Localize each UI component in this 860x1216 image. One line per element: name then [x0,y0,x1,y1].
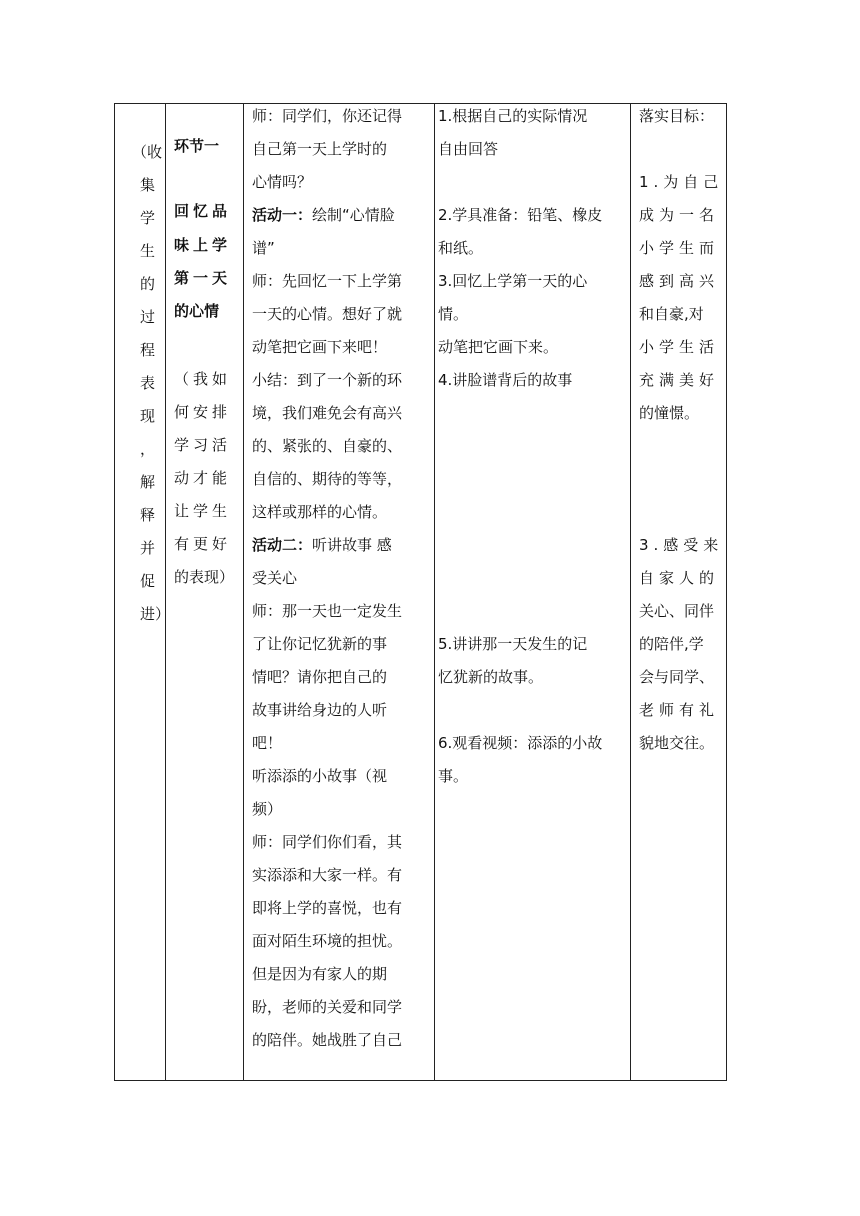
teacher-text-line: 吧！ [252,734,283,752]
process-column [115,104,171,1080]
process-text-line: 学 [140,209,156,227]
teacher-text-line: 这样或那样的心情。 [252,503,388,521]
section-subtitle-line: 的心情 [174,302,220,320]
student-text-line: 和纸。 [438,239,484,257]
teacher-text-line: 师：同学们，你还记得 [252,107,403,125]
goal-line: 老师有礼 [639,701,720,719]
goal-line: 的陪伴,学 [639,635,704,653]
teacher-text-line: 师：那一天也一定发生 [252,602,403,620]
goals-title: 落实目标： [639,107,715,125]
teacher-text-line: 面对陌生环境的担忧。 [252,932,403,950]
section-note-line: （我如 [174,370,232,388]
teacher-text-line: 动笔把它画下来吧！ [252,338,388,356]
student-text-line: 4.讲脸谱背后的故事 [438,371,573,389]
process-text-line: 过 [140,308,156,326]
teacher-text-line: 的、紧张的、自豪的、 [252,437,403,455]
teacher-text-line: 自信的、期待的等等， [252,470,403,488]
student-text-line: 3.回忆上学第一天的心 [438,272,588,290]
goal-line: 小学生活 [639,338,720,356]
goal-line: 貌地交往。 [639,734,715,752]
process-text-line: 进） [140,605,171,623]
goal-line: 充满美好 [639,371,720,389]
teacher-text-line: 实添添和大家一样。有 [252,866,403,884]
section-note-line: 学习活 [174,436,232,454]
teacher-text-line: 心情吗？ [252,173,313,191]
teacher-text-line: 故事讲给身边的人听 [252,701,388,719]
teacher-text-line: 频） [252,800,283,818]
process-text-line: 促 [140,572,156,590]
teacher-text-line: 了让你记忆犹新的事 [252,635,388,653]
process-text-line: 释 [140,506,156,524]
student-text-line: 1.根据自己的实际情况 [438,107,588,125]
teacher-text-line: 一天的心情。想好了就 [252,305,403,323]
section-subtitle-line: 回忆品 [174,202,232,220]
student-text-line: 事。 [438,767,469,785]
student-text-line: 忆犹新的故事。 [438,668,544,686]
section-subtitle-line: 第一天 [174,269,232,287]
section-note-line: 有更好 [174,535,232,553]
student-text-line: 2.学具准备：铅笔、橡皮 [438,206,603,224]
goal-line: 自家人的 [639,569,720,587]
teacher-text-line: 谱” [252,239,275,257]
student-text-line: 情。 [438,305,469,323]
teacher-text-line: 情吧？请你把自己的 [252,668,388,686]
teacher-text-line: 师：同学们你们看，其 [252,833,403,851]
teacher-text-line: 即将上学的喜悦，也有 [252,899,403,917]
section-column [166,104,243,1080]
process-text-line: 生 [140,242,156,260]
process-text-line: 集 [140,176,156,194]
student-text-line: 6.观看视频：添添的小故 [438,734,603,752]
process-text-line: 的 [140,275,156,293]
goal-line: 会与同学、 [639,668,715,686]
section-note-line: 的表现） [174,568,235,586]
student-text-line: 自由回答 [438,140,499,158]
goal-line: 3.感受来 [639,536,724,554]
process-text-line: （收 [132,143,163,161]
goal-line: 关心、同伴 [639,602,715,620]
goal-line: 感到高兴 [639,272,720,290]
student-text-line: 5.讲讲那一天发生的记 [438,635,588,653]
goals-column [631,104,728,1080]
goal-line: 成为一名 [639,206,720,224]
teacher-text-line: 师：先回忆一下上学第 [252,272,403,290]
process-text-line: 现 [140,407,156,425]
teacher-text-line: 的陪伴。她战胜了自己 [252,1031,403,1049]
student-activity-column [435,104,630,1080]
goal-line: 小学生而 [639,239,720,257]
lesson-table [114,103,727,1081]
teacher-text-line: 活动一：绘制“心情脸 [252,206,395,224]
section-note-line: 动才能 [174,469,232,487]
teacher-text-line: 听添添的小故事（视 [252,767,388,785]
section-note-line: 让学生 [174,502,232,520]
teacher-text-line: 小结：到了一个新的环 [252,371,403,389]
teacher-text-line: 但是因为有家人的期 [252,965,388,983]
goal-line: 1.为自己 [639,173,724,191]
process-text-line: ， [140,440,156,458]
teacher-text-line: 自己第一天上学时的 [252,140,388,158]
student-text-line: 动笔把它画下来。 [438,338,559,356]
section-note-line: 何安排 [174,403,232,421]
process-text-line: 程 [140,341,156,359]
teacher-activity-column [244,104,434,1080]
section-title: 环节一 [174,137,220,155]
section-subtitle-line: 味上学 [174,236,232,254]
process-text-line: 并 [140,539,156,557]
teacher-text-line: 盼，老师的关爱和同学 [252,998,403,1016]
process-text-line: 解 [140,473,156,491]
teacher-text-line: 境，我们难免会有高兴 [252,404,403,422]
process-text-line: 表 [140,374,156,392]
teacher-text-line: 活动二：听讲故事 感 [252,536,392,554]
teacher-text-line: 受关心 [252,569,298,587]
goal-line: 和自豪,对 [639,305,704,323]
goal-line: 的憧憬。 [639,404,700,422]
